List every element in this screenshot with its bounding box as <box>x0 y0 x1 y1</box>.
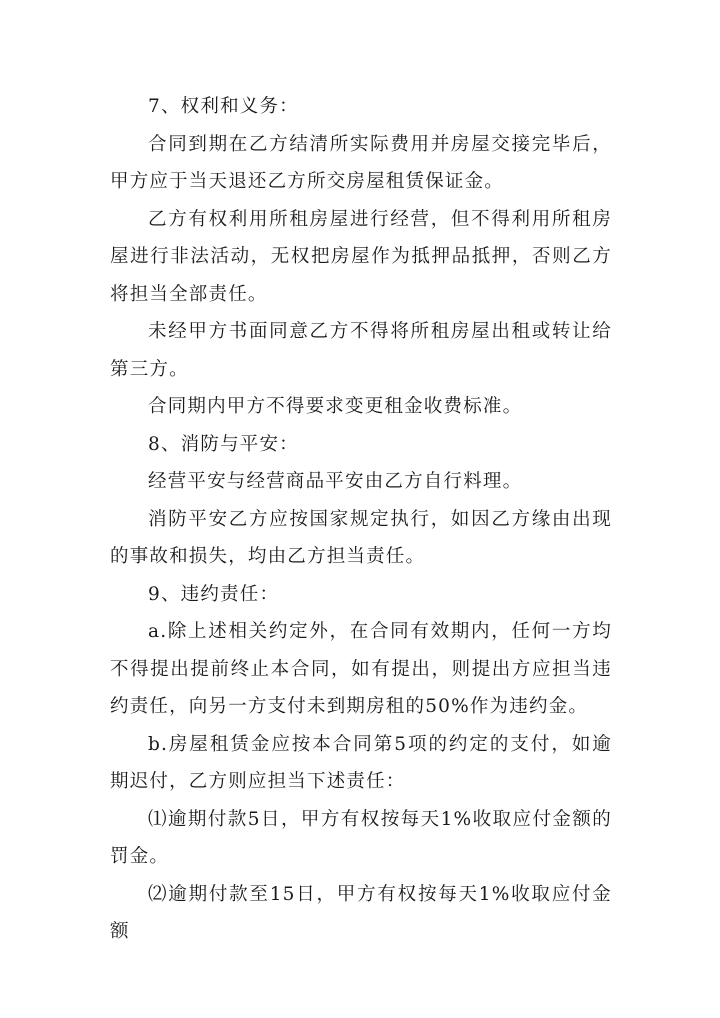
paragraph-fire-safety-rules: 消防平安乙方应按国家规定执行，如因乙方缘由出现的事故和损失，均由乙方担当责任。 <box>110 508 612 567</box>
section-heading-rights-obligations: 7、权利和义务： <box>148 96 299 117</box>
section-heading-breach-liability: 9、违约责任： <box>148 583 280 605</box>
paragraph-deposit-refund: 合同到期在乙方结清所实际费用并房屋交接完毕后，甲方应于当天退还乙方所交房屋租赁保证金。 <box>110 133 612 192</box>
paragraph-early-termination: a.除上述相关约定外，在合同有效期内，任何一方均不得提出提前终止本合同，如有提出，则提出方应担当违约责任，向另一方支付未到期房租的50%作为违约金。 <box>110 621 612 717</box>
paragraph-penalty-15-days: ⑵逾期付款至15日，甲方有权按每天1%收取应付金额 <box>110 883 612 942</box>
paragraph-business-safety: 经营平安与经营商品平安由乙方自行料理。 <box>148 471 523 492</box>
document-body <box>110 88 612 951</box>
paragraph-late-payment: b.房屋租赁金应按本合同第5项的约定的支付，如逾期迟付，乙方则应担当下述责任： <box>110 733 612 792</box>
section-heading-fire-safety: 8、消防与平安： <box>148 433 299 455</box>
paragraph-sublet-restriction: 未经甲方书面同意乙方不得将所租房屋出租或转让给第三方。 <box>110 321 612 380</box>
paragraph-business-use: 乙方有权利用所租房屋进行经营，但不得利用所租房屋进行非法活动，无权把房屋作为抵押品抵押，否则乙方将担当全部责任。 <box>110 208 612 305</box>
paragraph-rent-standard: 合同期内甲方不得要求变更租金收费标准。 <box>148 396 523 417</box>
paragraph-penalty-5-days: ⑴逾期付款5日，甲方有权按每天1%收取应付金额的罚金。 <box>110 808 612 867</box>
